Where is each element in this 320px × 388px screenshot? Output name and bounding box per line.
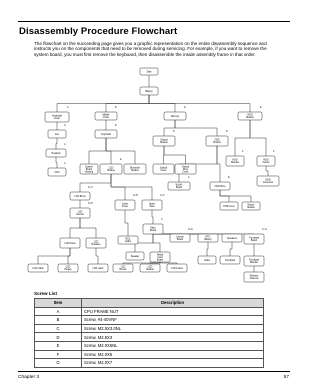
flow-box-label: LCD Bezel	[74, 195, 86, 198]
screw-desc: CPU FRAME NUT	[82, 307, 264, 316]
footer-rule	[18, 371, 290, 372]
flow-box-label: Cable	[203, 259, 211, 262]
screw-tag: B	[115, 106, 117, 109]
screw-tag: A	[64, 143, 66, 146]
flow-box-label: Board	[175, 187, 183, 190]
screw-tag: 3x D	[88, 202, 93, 205]
screw-tag: 4x C	[88, 186, 93, 189]
screw-item: B	[35, 316, 82, 325]
connector-line	[70, 218, 80, 238]
flow-box-label: Module	[213, 142, 221, 145]
flow-box-label: Middle	[102, 114, 110, 117]
flow-box-lcd-brackets	[86, 238, 106, 248]
flow-box-label: Carrier	[262, 162, 270, 165]
header-description: Description	[82, 299, 264, 308]
screw-list-table	[34, 298, 264, 368]
flow-box-label: Housing	[84, 171, 94, 174]
flow-box-rj11-cable	[118, 236, 138, 244]
flow-box-speakers	[222, 234, 242, 242]
screw-tag: C	[188, 176, 190, 179]
flow-box-label: Media	[156, 254, 164, 257]
flow-box-label: Connector	[262, 182, 274, 185]
flow-box-label: LCD	[120, 266, 126, 269]
screw-tag: D	[184, 106, 186, 109]
flow-box-label: CPU	[54, 171, 60, 174]
screw-item: F	[35, 350, 82, 359]
screw-tag: D	[226, 130, 228, 133]
connector-line	[80, 218, 96, 238]
flow-box-label: Case	[149, 206, 155, 209]
flow-box-label: Antenna	[249, 278, 259, 281]
flow-box-touchpad	[220, 256, 240, 264]
flow-box-label: System	[85, 166, 93, 169]
flow-box-lcd-bezel	[70, 192, 90, 200]
flow-box-hdd-module	[238, 112, 262, 120]
connector-line	[230, 242, 232, 256]
flow-box-label: Heatsink	[51, 152, 61, 155]
flow-box-mouse-module	[242, 202, 260, 210]
flow-box-hdd-carrier	[257, 156, 275, 166]
connector-line	[80, 174, 111, 192]
flow-box-label: Optical	[159, 167, 168, 170]
flow-box-bluetooth-module	[124, 164, 146, 174]
connector-line	[153, 234, 160, 252]
connector-line	[266, 166, 268, 176]
flow-box-media-card-board	[150, 252, 170, 262]
flow-box-label: Cable	[124, 241, 132, 244]
flow-box-label: Fan	[55, 133, 59, 136]
flow-box-keyboard-cover	[45, 112, 69, 122]
flow-box-label: ODD	[214, 139, 220, 142]
connector-line	[38, 248, 70, 264]
connector-line	[220, 190, 251, 202]
connector-line	[150, 262, 160, 264]
connector-line	[175, 120, 217, 136]
flow-box-speaker	[126, 252, 144, 260]
screw-desc: Screw, M2.0X7	[82, 359, 264, 368]
flow-box-label: Cover	[182, 171, 189, 174]
table-row	[35, 333, 264, 342]
flow-box-label: Speaker	[130, 255, 140, 258]
flow-box-start	[140, 68, 158, 75]
screw-list-title: Screw List	[34, 291, 57, 296]
flow-box-label: Inverter	[76, 214, 84, 217]
flow-box-memory	[164, 112, 186, 120]
flow-box-label: HDD	[265, 179, 271, 182]
flow-box-pcb-cover	[220, 202, 238, 210]
flow-box-label: Main	[150, 227, 156, 230]
flow-box-label: Module	[146, 269, 154, 272]
flow-box-label: HDD	[232, 159, 238, 162]
flow-box-label: Speakers	[227, 237, 237, 240]
connector-line	[164, 120, 175, 136]
connector-line	[106, 95, 149, 112]
flow-box-label: LCD	[147, 266, 153, 269]
screw-tag: C	[64, 124, 66, 127]
screw-tag: D	[228, 176, 230, 179]
flow-box-label: Card	[157, 256, 163, 259]
connector-line	[125, 210, 128, 236]
flow-box-launch-board	[170, 234, 190, 242]
flow-box-lcd-cable	[28, 264, 48, 272]
flow-box-label: Hinges	[64, 269, 72, 272]
connector-line	[217, 146, 220, 182]
table-row	[35, 341, 264, 350]
flow-box-label: Module	[107, 170, 115, 173]
flow-box-lcd-latch	[88, 264, 108, 272]
flow-box-battery	[140, 87, 158, 95]
screw-item: D	[35, 333, 82, 342]
flow-box-odd-module	[206, 136, 228, 146]
flow-box-label: Module	[131, 170, 139, 173]
flow-box-upper-case	[142, 200, 162, 210]
flow-box-touchpad-bracket	[244, 256, 264, 266]
flow-box-label: LCD Cable	[32, 267, 44, 270]
flow-box-label: Memory	[170, 115, 180, 118]
table-row	[35, 307, 264, 316]
screw-tag: D	[173, 130, 175, 133]
connector-line	[111, 174, 152, 200]
screw-tag: 1x G	[262, 228, 268, 231]
flow-box-label: Board	[156, 259, 164, 262]
flow-box-label: LCD	[108, 167, 114, 170]
flow-box-label: HDD	[263, 159, 269, 162]
flow-box-hdd-connector	[257, 176, 279, 186]
flow-box-cable	[198, 256, 216, 264]
header-item: Item	[35, 299, 82, 308]
flow-box-wireless-antenna	[244, 272, 264, 282]
screw-tag: F	[273, 150, 275, 153]
flow-box-label: Touchpad	[249, 259, 259, 262]
flow-box-label: LCD Frame	[171, 267, 183, 270]
flow-box-label: LCD	[77, 211, 83, 214]
connector-line	[68, 248, 70, 264]
flow-box-label: LCD	[65, 266, 71, 269]
flow-box-label: Start	[146, 71, 152, 74]
flow-box-cpu	[48, 168, 66, 176]
footer-page-number: 57	[283, 375, 289, 380]
flow-box-wlan-board	[168, 182, 190, 190]
flow-box-fan	[48, 130, 66, 138]
flow-box-label: Touchpad	[249, 237, 259, 240]
flow-box-system-board-housing	[80, 164, 98, 174]
flow-box-optical-cover	[153, 164, 174, 174]
flow-box-label: Bluetooth	[130, 167, 140, 170]
flow-box-lcd-panel	[60, 238, 80, 248]
flow-box-touchpad-board	[244, 234, 264, 244]
screw-desc: Screw, M2.5X3.0NL	[82, 324, 264, 333]
flow-box-label: Module	[246, 117, 254, 120]
flow-box-label: Bracket	[231, 162, 239, 165]
flow-box-label: Keyboard	[101, 133, 111, 136]
flow-box-label: Brackets	[91, 244, 101, 247]
flow-box-label: Cover	[160, 170, 167, 173]
connector-line	[250, 120, 266, 156]
flow-box-label: LCD Latch	[92, 267, 104, 270]
connector-line	[56, 138, 57, 149]
screw-tag: E	[260, 106, 262, 109]
screw-item: A	[35, 307, 82, 316]
flow-box-label: Board	[85, 168, 93, 171]
flow-box-label: Optical	[181, 166, 190, 169]
connector-line	[89, 138, 106, 164]
flow-box-label: Launch	[176, 236, 184, 239]
flow-box-label: Drive	[182, 168, 189, 171]
screw-desc: Screw, M2.0X5	[82, 350, 264, 359]
flow-box-label: HDD	[247, 114, 253, 117]
flow-box-label: Keyboard	[52, 115, 62, 118]
flow-box-label: LCD	[93, 241, 99, 244]
flow-box-rtc-battery	[198, 234, 218, 242]
flow-box-fdd-drive	[210, 182, 230, 190]
connector-line	[207, 242, 208, 256]
flow-box-lcd-inverter	[70, 208, 90, 218]
flow-box-label: Battery	[145, 90, 153, 93]
connector-line	[149, 95, 250, 112]
flow-box-main-board	[143, 224, 163, 234]
screw-tag: 2x B	[133, 194, 138, 197]
flow-box-label: Upper	[148, 203, 156, 206]
screw-item: C	[35, 324, 82, 333]
flow-box-label: Wireless	[249, 275, 259, 278]
screw-tag: 1x F	[160, 194, 165, 197]
screw-item: E	[35, 341, 82, 350]
table-row	[35, 350, 264, 359]
flow-box-optical-drive-cover	[175, 164, 196, 174]
screw-desc: Screw, #4-40VNF	[82, 316, 264, 325]
flow-box-lcd-bezels	[113, 264, 133, 272]
flow-box-label: Mouse	[247, 204, 255, 207]
screw-tag: A	[64, 162, 66, 165]
flow-box-label: Board	[149, 230, 157, 233]
intro-paragraph: The flowchart on the succeeding page gives you a graphic representation on the entire disassembly sequence and instructs you on the components that need to be removed during servicing. For example, if you want to remove the system board, you must first remove the keyboard, then disassemble the inside assembly frame in that order.	[34, 41, 267, 57]
flow-box-label: Cover	[121, 206, 129, 209]
flow-box-label: FDD Drive	[214, 185, 226, 188]
screw-tag: B	[115, 124, 117, 127]
screw-desc: Screw, M2.5X3	[82, 333, 264, 342]
flow-box-label: Bezels	[119, 269, 127, 272]
flow-box-optical-module	[153, 136, 175, 146]
screw-tag: C	[161, 218, 163, 221]
flow-box-label: Cover	[53, 118, 61, 121]
footer-chapter: Chapter 3	[18, 375, 40, 380]
table-row	[35, 316, 264, 325]
page-title: Disassembly Procedure Flowchart	[19, 26, 178, 37]
flow-box-label: Board	[176, 239, 184, 242]
screw-tag: F	[242, 150, 244, 153]
screw-desc: Screw, M2.0X5NL	[82, 341, 264, 350]
flow-box-label: Lower	[121, 203, 129, 206]
flow-box-heatsink	[46, 149, 66, 157]
connector-line	[160, 262, 177, 264]
screw-tag: A	[67, 106, 69, 109]
screw-tag: 2x E	[188, 228, 193, 231]
flow-box-lcd-hinges	[58, 264, 78, 272]
connector-line	[56, 157, 57, 168]
flow-box-label: Battery	[204, 239, 212, 242]
flow-box-label: PCB Cover	[223, 205, 235, 208]
table-row	[35, 324, 264, 333]
flow-box-label: Optical	[160, 139, 168, 142]
flow-box-keyboard	[95, 130, 117, 138]
flow-box-middle-cover	[95, 112, 117, 120]
flow-box-lower-cover	[115, 200, 135, 210]
flow-box-label: LCD Panel	[64, 242, 76, 245]
flow-box-hdd-bracket	[226, 156, 244, 166]
flow-box-label: Touchpad	[225, 259, 235, 262]
flow-box-label: RJ11	[125, 238, 131, 241]
flow-box-label: Board	[250, 240, 258, 243]
flow-box-label: Cover	[102, 117, 110, 120]
flow-box-lcd-module-left	[140, 264, 160, 272]
connector-line	[164, 146, 186, 164]
flow-box-label: Module	[247, 207, 255, 210]
screw-item: G	[35, 359, 82, 368]
flow-box-lcd-frame	[167, 264, 187, 272]
flow-box-lcd-module	[100, 164, 122, 174]
connector-line	[152, 210, 153, 224]
flow-box-label: WLAN	[175, 184, 183, 187]
screw-table-header	[35, 299, 264, 308]
connector-line	[96, 248, 98, 264]
flow-box-label: RTC	[205, 236, 211, 239]
flow-box-label: Bracket	[250, 262, 258, 265]
flow-box-label: Module	[160, 142, 168, 145]
screw-tag: E	[120, 158, 122, 161]
table-row	[35, 359, 264, 368]
